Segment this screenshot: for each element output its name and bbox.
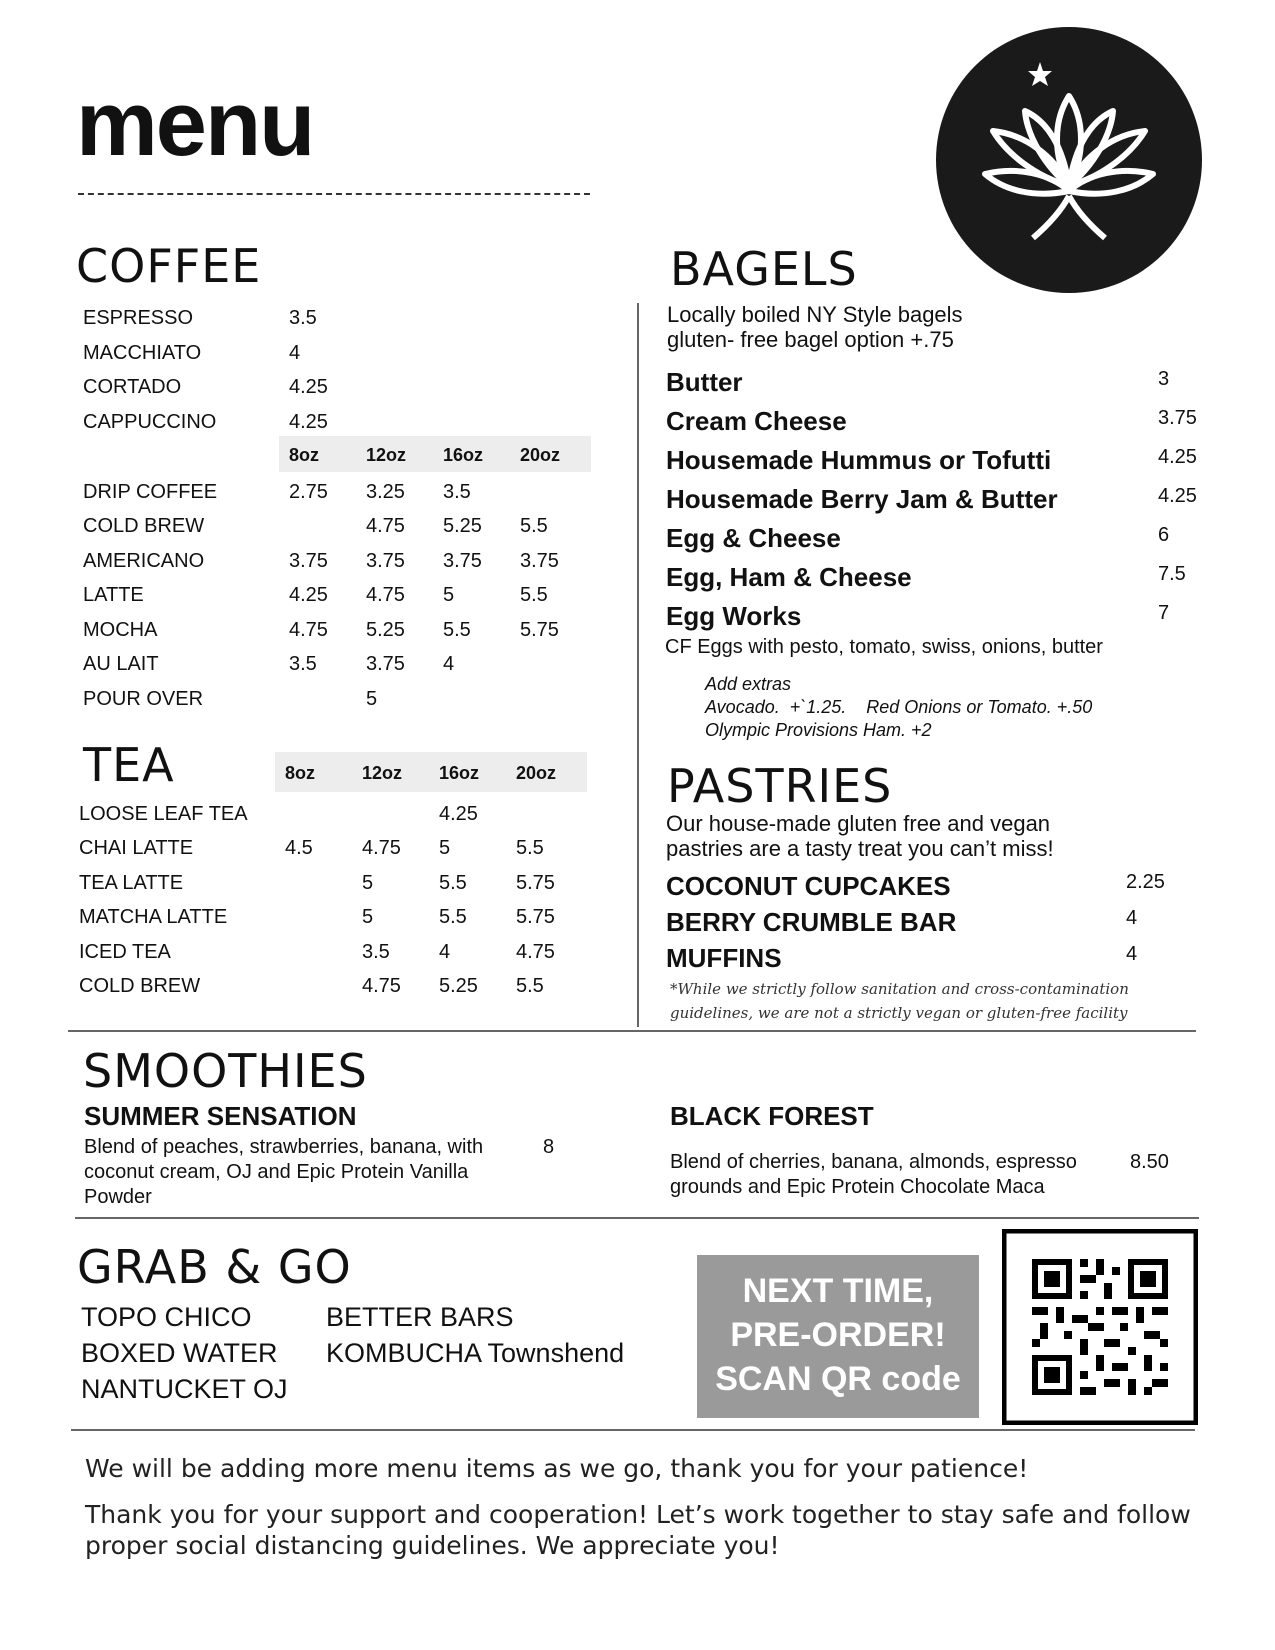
allergy-note: guidelines, we are not a strictly vegan or gluten-free facility: [670, 1004, 1128, 1022]
bagel-item-name: Housemade Berry Jam & Butter: [666, 484, 1058, 514]
price-12oz: 3.75: [366, 550, 405, 572]
preorder-line: PRE-ORDER!: [730, 1316, 946, 1354]
item-name: MACCHIATO: [83, 342, 202, 364]
price-12oz: 3.75: [366, 653, 405, 675]
item-name: CAPPUCCINO: [83, 411, 217, 433]
item-price: 4.25: [289, 376, 328, 398]
price-20oz: 5.75: [516, 872, 555, 894]
price-12oz: 5.25: [366, 619, 405, 641]
title-divider: [78, 193, 590, 195]
bagel-item-name: Egg, Ham & Cheese: [666, 562, 912, 592]
price-20oz: 5.5: [520, 515, 548, 537]
pastry-item-price: 2.25: [1126, 871, 1165, 893]
item-name: MATCHA LATTE: [79, 906, 228, 928]
qr-code-icon[interactable]: [1002, 1229, 1198, 1425]
item-name: CORTADO: [83, 376, 182, 398]
footer-note: We will be adding more menu items as we go, thank you for your patience!: [85, 1454, 1029, 1483]
pastries-intro: Our house-made gluten free and vegan: [666, 811, 1051, 836]
smoothie-description: Blend of cherries, banana, almonds, espresso: [670, 1151, 1077, 1173]
price-12oz: 5: [366, 688, 378, 710]
item-price: 4: [289, 342, 301, 364]
smoothie-description: coconut cream, OJ and Epic Protein Vanilla: [84, 1161, 469, 1183]
pastry-item-name: BERRY CRUMBLE BAR: [666, 907, 957, 937]
smoothie-name: SUMMER SENSATION: [84, 1101, 357, 1131]
item-name: COLD BREW: [83, 515, 205, 537]
bagels-intro: gluten- free bagel option +.75: [667, 327, 954, 352]
item-name: POUR OVER: [83, 688, 204, 710]
price-20oz: 4.75: [516, 941, 555, 963]
price-12oz: 3.5: [362, 941, 390, 963]
grab-go-item: BETTER BARS: [326, 1302, 514, 1332]
bagel-item-price: 7.5: [1158, 563, 1186, 585]
bagels-intro: Locally boiled NY Style bagels: [667, 302, 963, 327]
section-divider: [68, 1030, 1196, 1032]
extras-line: Avocado. +`1.25. Red Onions or Tomato. +.50: [705, 697, 1093, 717]
bagel-item-price: 3: [1158, 368, 1170, 390]
column-divider: [637, 303, 639, 1027]
price-16oz: 5.5: [439, 872, 467, 894]
bagel-item-price: 4.25: [1158, 446, 1197, 468]
page-title: menu: [76, 73, 314, 175]
bagels-heading: BAGELS: [670, 242, 858, 296]
price-16oz: 5: [439, 837, 451, 859]
tea-heading: TEA: [83, 738, 175, 792]
price-12oz: 4.75: [362, 975, 401, 997]
tea-size-header: [275, 752, 587, 792]
smoothies-heading: SMOOTHIES: [83, 1044, 368, 1098]
price-20oz: 5.5: [520, 584, 548, 606]
smoothie-description: grounds and Epic Protein Chocolate Maca: [670, 1176, 1045, 1198]
size-label: 12oz: [366, 445, 407, 465]
price-8oz: 4.5: [285, 837, 313, 859]
extras-label: Add extras: [705, 674, 792, 694]
price-8oz: 4.75: [289, 619, 328, 641]
price-12oz: 5: [362, 906, 374, 928]
item-name: AMERICANO: [83, 550, 205, 572]
coffee-heading: COFFEE: [76, 239, 262, 293]
pastry-item-name: COCONUT CUPCAKES: [666, 871, 951, 901]
bagel-item-name: Egg Works: [666, 601, 802, 631]
size-label: 20oz: [516, 763, 557, 783]
price-16oz: 4: [439, 941, 451, 963]
price-16oz: 5.5: [443, 619, 471, 641]
bagel-item-price: 7: [1158, 602, 1170, 624]
price-12oz: 3.25: [366, 481, 405, 503]
price-20oz: 3.75: [520, 550, 559, 572]
price-20oz: 5.75: [516, 906, 555, 928]
item-name: MOCHA: [83, 619, 158, 641]
price-12oz: 5: [362, 872, 374, 894]
price-16oz: 4.25: [439, 803, 478, 825]
smoothie-name: BLACK FOREST: [670, 1101, 874, 1131]
price-12oz: 4.75: [366, 515, 405, 537]
price-8oz: 3.75: [289, 550, 328, 572]
price-16oz: 3.75: [443, 550, 482, 572]
pastry-item-price: 4: [1126, 943, 1138, 965]
grab-go-heading: GRAB & GO: [77, 1240, 352, 1294]
size-label: 16oz: [439, 763, 480, 783]
size-label: 20oz: [520, 445, 561, 465]
item-name: TEA LATTE: [79, 872, 184, 894]
item-name: LATTE: [83, 584, 144, 606]
bagel-item-price: 4.25: [1158, 485, 1197, 507]
section-divider: [71, 1429, 1195, 1431]
pastries-intro: pastries are a tasty treat you can’t miss!: [666, 836, 1054, 861]
grab-go-item: NANTUCKET OJ: [81, 1374, 288, 1404]
footer-note: proper social distancing guidelines. We appreciate you!: [85, 1531, 780, 1560]
price-16oz: 3.5: [443, 481, 471, 503]
smoothie-description: Powder: [84, 1186, 152, 1208]
allergy-note: *While we strictly follow sanitation and cross-contamination: [670, 980, 1129, 998]
bagel-item-price: 3.75: [1158, 407, 1197, 429]
size-label: 12oz: [362, 763, 403, 783]
price-12oz: 4.75: [366, 584, 405, 606]
item-name: ICED TEA: [79, 941, 171, 963]
section-divider: [75, 1217, 1199, 1219]
size-label: 8oz: [285, 763, 316, 783]
smoothie-price: 8.50: [1130, 1151, 1169, 1173]
bagel-item-price: 6: [1158, 524, 1170, 546]
extras-line: Olympic Provisions Ham. +2: [705, 720, 932, 740]
bagel-item-name: Housemade Hummus or Tofutti: [666, 445, 1052, 475]
item-name: AU LAIT: [83, 653, 159, 675]
item-price: 4.25: [289, 411, 328, 433]
preorder-line: SCAN QR code: [715, 1360, 961, 1398]
price-20oz: 5.5: [516, 837, 544, 859]
preorder-banner: [697, 1255, 979, 1418]
price-16oz: 5.25: [443, 515, 482, 537]
price-8oz: 2.75: [289, 481, 328, 503]
lotus-logo-icon: [935, 26, 1203, 294]
price-16oz: 5.5: [439, 906, 467, 928]
item-name: DRIP COFFEE: [83, 481, 218, 503]
bagel-item-name: Cream Cheese: [666, 406, 847, 436]
price-20oz: 5.5: [516, 975, 544, 997]
item-name: CHAI LATTE: [79, 837, 194, 859]
price-16oz: 4: [443, 653, 455, 675]
price-20oz: 5.75: [520, 619, 559, 641]
size-label: 16oz: [443, 445, 484, 465]
footer-note: Thank you for your support and cooperation! Let’s work together to stay safe and follow: [85, 1500, 1191, 1529]
price-8oz: 4.25: [289, 584, 328, 606]
smoothie-price: 8: [543, 1136, 555, 1158]
egg-works-description: CF Eggs with pesto, tomato, swiss, onions, butter: [665, 636, 1103, 658]
smoothie-description: Blend of peaches, strawberries, banana, with: [84, 1136, 484, 1158]
item-name: LOOSE LEAF TEA: [79, 803, 248, 825]
item-name: ESPRESSO: [83, 307, 194, 329]
grab-go-item: KOMBUCHA Townshend: [326, 1338, 625, 1368]
size-label: 8oz: [289, 445, 320, 465]
price-16oz: 5.25: [439, 975, 478, 997]
grab-go-item: BOXED WATER: [81, 1338, 278, 1368]
coffee-size-header: [279, 436, 591, 472]
preorder-line: NEXT TIME,: [742, 1272, 934, 1310]
item-price: 3.5: [289, 307, 317, 329]
item-name: COLD BREW: [79, 975, 201, 997]
grab-go-item: TOPO CHICO: [81, 1302, 252, 1332]
price-16oz: 5: [443, 584, 455, 606]
pastry-item-price: 4: [1126, 907, 1138, 929]
bagel-item-name: Butter: [666, 367, 743, 397]
pastry-item-name: MUFFINS: [666, 943, 782, 973]
bagel-item-name: Egg & Cheese: [666, 523, 841, 553]
price-8oz: 3.5: [289, 653, 317, 675]
price-12oz: 4.75: [362, 837, 401, 859]
pastries-heading: PASTRIES: [667, 759, 893, 813]
